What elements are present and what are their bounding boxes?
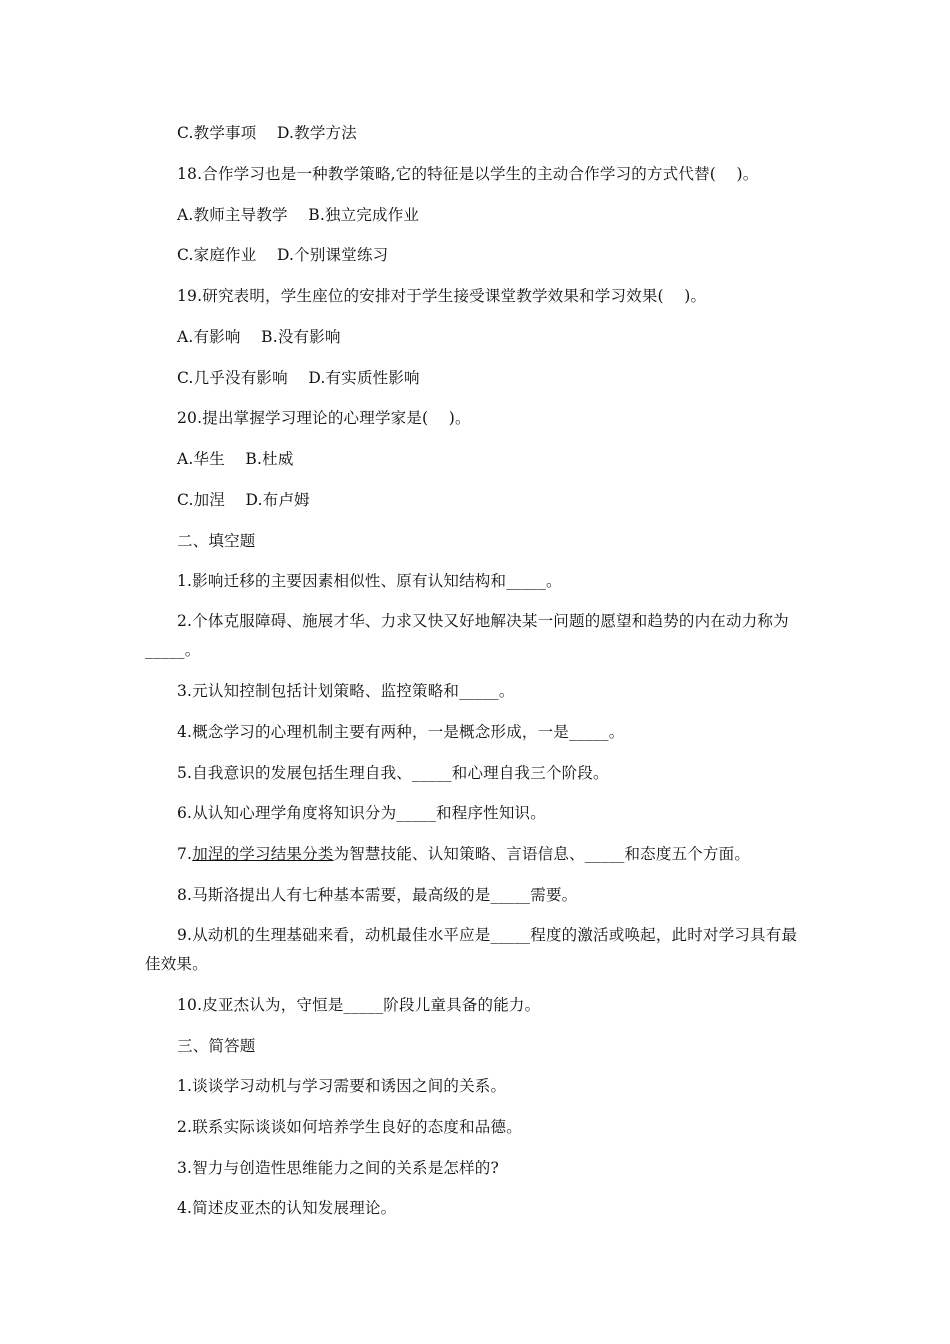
short-answer-item-3: 3.智力与创造性思维能力之间的关系是怎样的? — [177, 1159, 499, 1177]
q19-stem: 19.研究表明，学生座位的安排对于学生接受课堂教学效果和学习效果( )。 — [177, 287, 707, 305]
q18-options-ab: A.教师主导教学 B.独立完成作业 — [177, 206, 420, 224]
fill-blank-item-7-number: 7. — [177, 845, 193, 863]
q18-options-cd: C.家庭作业 D.个别课堂练习 — [177, 246, 389, 264]
short-answer-item-4: 4.简述皮亚杰的认知发展理论。 — [177, 1199, 397, 1217]
fill-blank-item-10: 10.皮亚杰认为，守恒是_____阶段儿童具备的能力。 — [177, 996, 541, 1014]
fill-blank-item-1: 1.影响迁移的主要因素相似性、原有认知结构和_____。 — [177, 572, 562, 590]
fill-blank-item-8: 8.马斯洛提出人有七种基本需要，最高级的是_____需要。 — [177, 886, 578, 904]
short-answer-item-2: 2.联系实际谈谈如何培养学生良好的态度和品德。 — [177, 1118, 522, 1136]
fill-blank-item-7 — [177, 844, 750, 864]
section-short-answer-title: 三、简答题 — [177, 1037, 256, 1055]
fill-blank-item-5: 5.自我意识的发展包括生理自我、_____和心理自我三个阶段。 — [177, 764, 609, 782]
fill-blank-item-7-text: 为智慧技能、认知策略、言语信息、_____和态度五个方面。 — [333, 845, 751, 863]
q20-options-ab: A.华生 B.杜威 — [177, 450, 294, 468]
q17-options-cd: C.教学事项 D.教学方法 — [177, 124, 357, 142]
fill-blank-item-4: 4.概念学习的心理机制主要有两种，一是概念形成，一是_____。 — [177, 723, 625, 741]
short-answer-item-1: 1.谈谈学习动机与学习需要和诱因之间的关系。 — [177, 1077, 507, 1095]
q19-options-cd: C.几乎没有影响 D.有实质性影响 — [177, 369, 420, 387]
section-fill-blank-title: 二、填空题 — [177, 532, 256, 550]
fill-blank-item-9: 9.从动机的生理基础来看，动机最佳水平应是_____程度的激活或唤起，此时对学习具有最佳效果。 — [145, 926, 798, 973]
q19-options-ab: A.有影响 B.没有影响 — [177, 328, 341, 346]
q18-stem: 18.合作学习也是一种教学策略,它的特征是以学生的主动合作学习的方式代替( )。 — [177, 165, 759, 183]
fill-blank-item-2: 2.个体克服障碍、施展才华、力求又快又好地解决某一问题的愿望和趋势的内在动力称为_____。 — [145, 612, 789, 659]
fill-blank-item-6: 6.从认知心理学角度将知识分为_____和程序性知识。 — [177, 804, 546, 822]
q20-stem: 20.提出掌握学习理论的心理学家是( )。 — [177, 409, 471, 427]
q20-options-cd: C.加涅 D.布卢姆 — [177, 491, 310, 509]
gagne-learning-outcomes-link[interactable]: 加涅的学习结果分类 — [192, 845, 334, 863]
fill-blank-item-3: 3.元认知控制包括计划策略、监控策略和_____。 — [177, 682, 515, 700]
